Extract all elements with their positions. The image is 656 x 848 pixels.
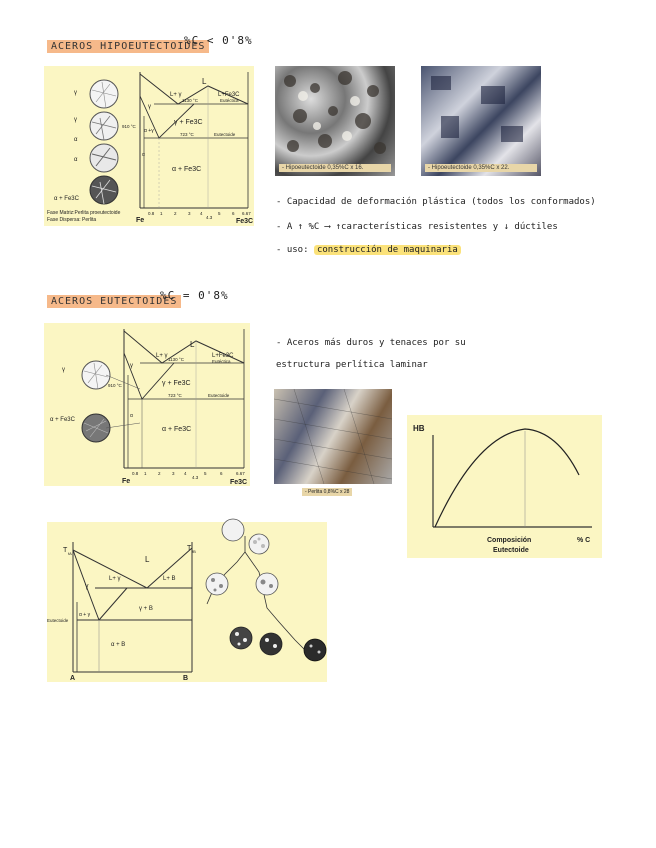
svg-text:0.8: 0.8 [148, 211, 155, 216]
micrograph-photo [421, 66, 541, 176]
svg-text:4.3: 4.3 [206, 215, 213, 220]
label-alpha-fe3c: α + Fe3C [54, 196, 79, 202]
svg-text:2: 2 [158, 471, 161, 476]
svg-text:γ + Fe3C: γ + Fe3C [174, 119, 203, 126]
svg-text:L+ B: L+ B [163, 576, 176, 582]
hypo-condition: %C < 0'8% [184, 34, 253, 47]
photo-caption: - Hipoeutectoide 0,35%C x 22. [425, 164, 537, 172]
eutect-condition: %C = 0'8% [160, 289, 229, 302]
label-alpha: α [74, 157, 78, 163]
label-alpha: α [74, 137, 78, 143]
svg-text:Eutectoide: Eutectoide [214, 132, 236, 137]
svg-text:γ: γ [85, 583, 89, 590]
note-line-use: - uso: construcción de maquinaria [276, 245, 461, 255]
micro-circle [90, 112, 118, 140]
svg-text:Fase Matriz:Perlita proeutecto: Fase Matriz:Perlita proeutectoide [47, 210, 121, 216]
svg-text:γ: γ [130, 363, 133, 369]
svg-text:Eutéctica: Eutéctica [212, 359, 231, 364]
svg-text:L: L [145, 555, 150, 564]
eutect-diagram-svg [44, 323, 250, 486]
svg-text:1: 1 [160, 211, 163, 216]
svg-text:L+ γ: L+ γ [156, 353, 168, 359]
svg-text:L+Fe3C: L+Fe3C [212, 353, 234, 359]
use-highlight: construcción de maquinaria [314, 245, 461, 255]
binary-microstructures [195, 512, 335, 682]
svg-text:2: 2 [174, 211, 177, 216]
svg-text:Fe3C: Fe3C [230, 479, 248, 486]
svg-text:L+Fe3C: L+Fe3C [218, 92, 240, 98]
svg-text:L: L [190, 340, 195, 349]
svg-text:1130 °C: 1130 °C [182, 98, 198, 103]
svg-text:5: 5 [204, 471, 207, 476]
svg-text:α + B: α + B [111, 642, 126, 648]
svg-text:B: B [183, 675, 189, 682]
micro-circle [90, 144, 118, 172]
svg-text:723 °C: 723 °C [180, 132, 194, 137]
hypo-diagram-svg [44, 66, 254, 226]
svg-text:723 °C: 723 °C [168, 393, 182, 398]
svg-text:A: A [70, 675, 76, 682]
note-line: - A ↑ %C ⟶ ↑características resistentes y ↓ dúctiles [276, 222, 558, 232]
svg-text:γ + B: γ + B [139, 606, 153, 612]
note-line: estructura perlítica laminar [276, 360, 428, 370]
section-title-hypo: ACEROS HIPOEUTECTOIDES [47, 34, 209, 53]
svg-text:α + Fe3C: α + Fe3C [50, 417, 75, 423]
svg-text:6.67: 6.67 [236, 471, 245, 476]
photo-caption: - Perlita 0,8%C x 28 [302, 488, 352, 496]
svg-text:α + Fe3C: α + Fe3C [172, 166, 202, 173]
svg-text:4.3: 4.3 [192, 475, 199, 480]
svg-text:Eutectoide: Eutectoide [208, 393, 230, 398]
svg-text:Fe3C: Fe3C [236, 218, 254, 225]
svg-text:Eutectoide: Eutectoide [47, 618, 69, 623]
note-line: - Capacidad de deformación plástica (todos los conformados) [276, 197, 596, 207]
svg-text:Fase Dispersa: Perlita: Fase Dispersa: Perlita [47, 217, 97, 223]
svg-text:L+ γ: L+ γ [170, 92, 182, 98]
micro-circle [90, 176, 118, 204]
svg-text:fA: fA [68, 551, 72, 556]
label-gamma: γ [74, 90, 77, 96]
svg-text:910 °C: 910 °C [122, 124, 136, 129]
svg-text:α +γ: α +γ [144, 128, 154, 134]
svg-text:T: T [187, 545, 192, 552]
section-title-eutect: ACEROS EUTECTOIDES [47, 289, 181, 308]
svg-text:γ + Fe3C: γ + Fe3C [162, 380, 191, 387]
hypo-phase-diagram [44, 66, 254, 226]
micrograph-photo [275, 66, 395, 176]
svg-text:1130 °C: 1130 °C [168, 357, 184, 362]
svg-text:4: 4 [200, 211, 203, 216]
svg-text:0.8: 0.8 [132, 471, 139, 476]
svg-text:Composición: Composición [487, 537, 532, 544]
eutect-phase-diagram [44, 323, 250, 486]
note-line: - Aceros más duros y tenaces por su [276, 338, 466, 348]
svg-text:6.67: 6.67 [242, 211, 251, 216]
svg-text:L: L [202, 77, 207, 86]
photo-caption: - Hipoeutectoide 0,35%C x 16. [279, 164, 391, 172]
svg-text:Eutectoide: Eutectoide [493, 547, 529, 554]
svg-text:6: 6 [220, 471, 223, 476]
svg-text:4: 4 [184, 471, 187, 476]
svg-text:α + γ: α + γ [79, 612, 91, 618]
micrograph-photo [274, 389, 392, 484]
svg-text:α: α [142, 152, 145, 158]
label-gamma: γ [74, 117, 77, 123]
svg-text:γ: γ [148, 104, 151, 110]
svg-text:Eutéctica: Eutéctica [220, 98, 239, 103]
svg-text:3: 3 [172, 471, 175, 476]
svg-text:α + Fe3C: α + Fe3C [162, 426, 192, 433]
svg-text:Fe: Fe [136, 217, 145, 224]
svg-text:L+ γ: L+ γ [109, 576, 121, 582]
svg-text:910 °C: 910 °C [108, 383, 122, 388]
svg-text:α: α [130, 413, 133, 419]
svg-text:T: T [63, 547, 68, 554]
hb-chart [407, 415, 602, 558]
svg-text:1: 1 [144, 471, 147, 476]
svg-text:6: 6 [232, 211, 235, 216]
svg-text:5: 5 [218, 211, 221, 216]
svg-text:% C: % C [577, 537, 591, 544]
hb-chart-svg [407, 415, 602, 558]
svg-text:HB: HB [413, 424, 425, 433]
svg-text:3: 3 [188, 211, 191, 216]
svg-text:γ: γ [62, 367, 65, 373]
svg-text:fB: fB [192, 549, 196, 554]
hb-curve [435, 429, 579, 527]
svg-text:Fe: Fe [122, 478, 131, 485]
